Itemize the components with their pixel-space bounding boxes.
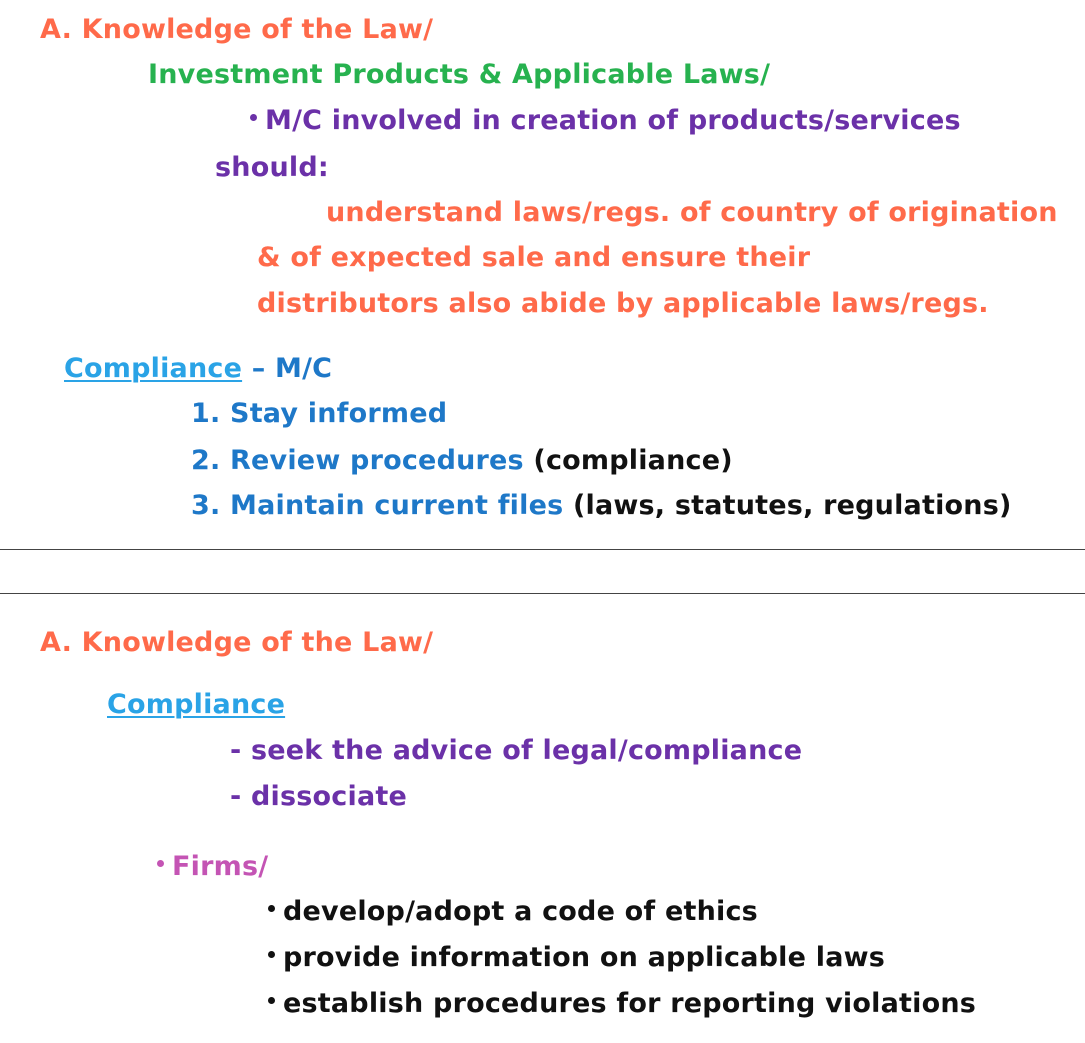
slide-divider-bottom [0,593,1085,594]
bottom-heading: A. Knowledge of the Law/ [40,627,434,658]
bullet-icon [268,905,275,912]
top-bullet-text: M/C involved in creation of products/services [265,105,961,136]
firm-item-text: develop/adopt a code of ethics [283,896,758,927]
bullet-icon [157,860,164,867]
step-note: (compliance) [533,445,733,476]
step-text: 1. Stay informed [191,398,448,429]
top-desc-line-2: & of expected sale and ensure their [257,242,811,273]
top-heading: A. Knowledge of the Law/ [40,14,434,45]
top-bullet-item [250,104,961,138]
step-text: 3. Maintain current files [191,490,564,521]
firm-list-item [268,895,758,929]
action-item: - seek the advice of legal/compliance [230,735,803,766]
action-item: - dissociate [230,781,407,812]
step-text: 2. Review procedures [191,445,524,476]
bullet-icon [268,951,275,958]
firm-item-text: establish procedures for reporting violations [283,988,977,1019]
step-note: (laws, statutes, regulations) [572,490,1012,521]
top-desc-line-3: distributors also abide by applicable laws/regs. [257,288,989,319]
firm-list-item [268,987,976,1021]
firm-item-text: provide information on applicable laws [283,942,886,973]
firms-label: Firms/ [172,851,269,882]
compliance-step [191,397,447,431]
top-compliance-label: Compliance [64,353,243,384]
top-subheading: Investment Products & Applicable Laws/ [148,59,771,90]
top-compliance-line [64,352,332,386]
top-should-label: should: [215,152,329,183]
firm-list-item [268,941,885,975]
slide-divider-top [0,549,1085,550]
top-compliance-suffix: – M/C [251,353,333,384]
compliance-step [191,489,1012,523]
bullet-icon [268,997,275,1004]
firms-item [157,850,268,884]
bullet-icon [250,114,257,121]
bottom-compliance-label: Compliance [107,689,286,720]
top-desc-line-1: understand laws/regs. of country of origination [326,197,1058,228]
compliance-step [191,444,733,478]
